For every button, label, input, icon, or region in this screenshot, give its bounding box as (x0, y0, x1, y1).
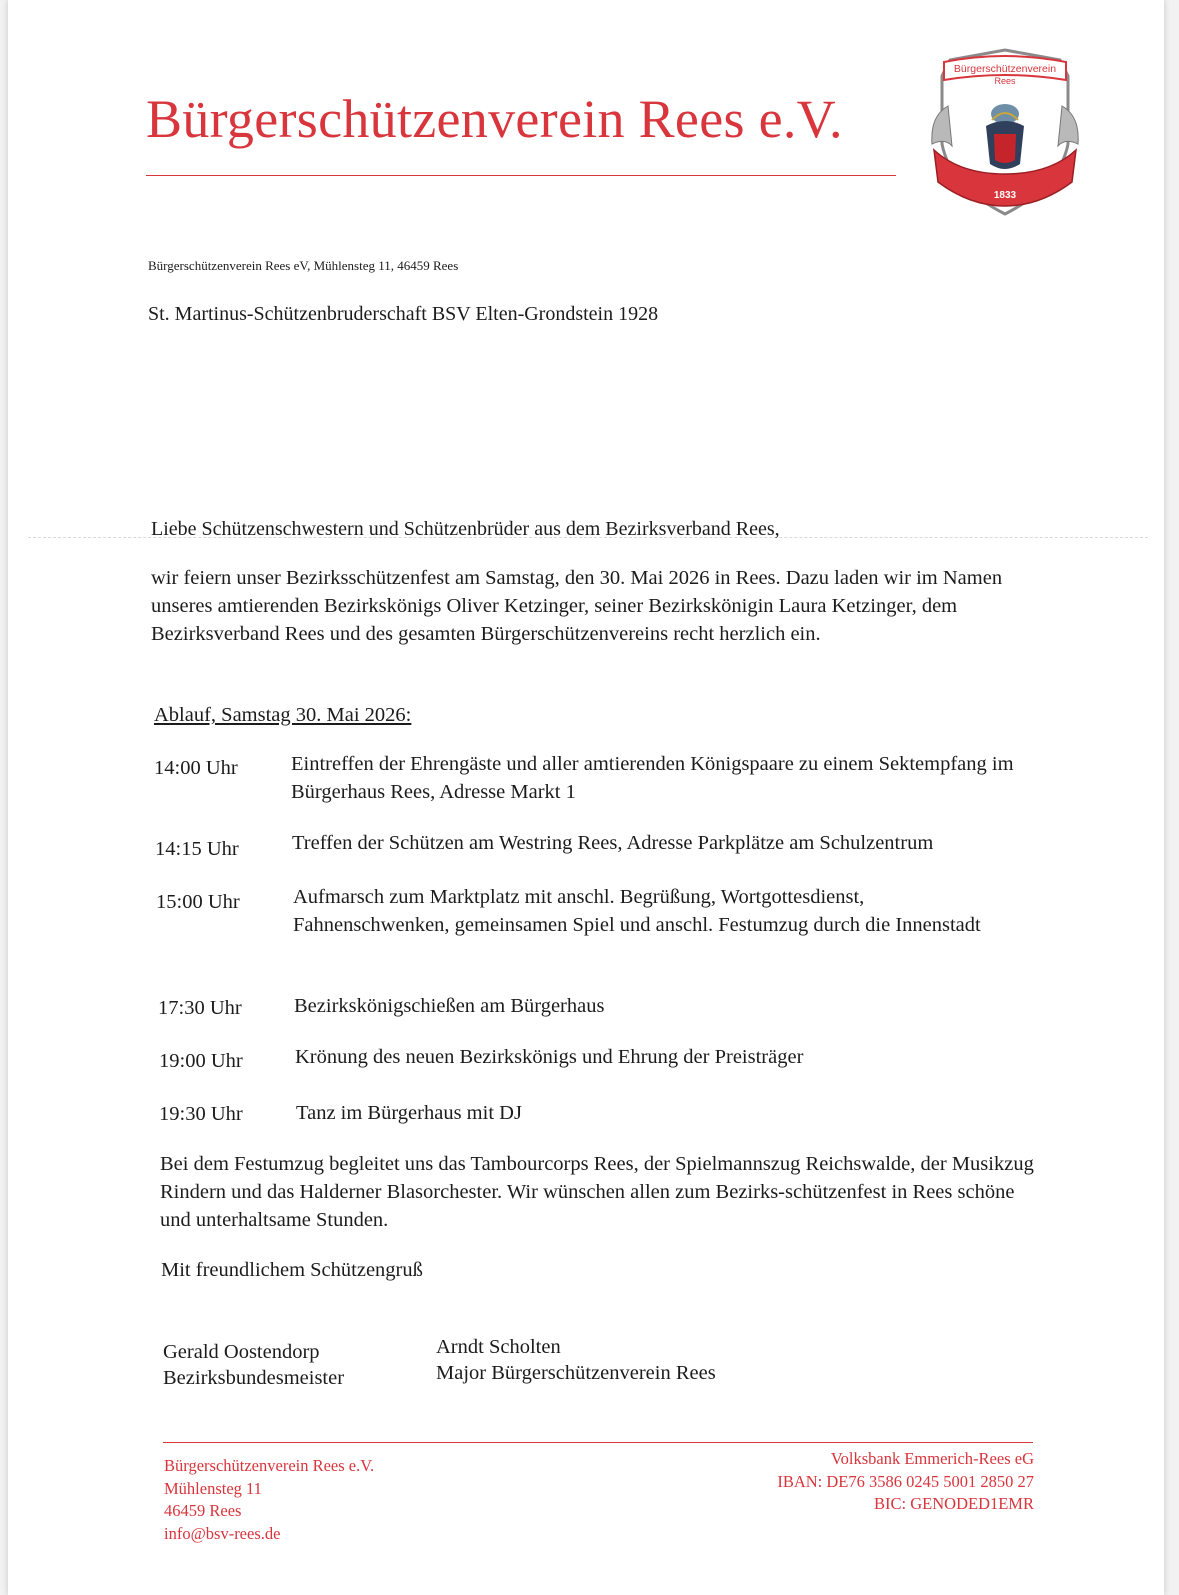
signatory-block (436, 1334, 716, 1386)
footer-city: 46459 Rees (164, 1501, 242, 1520)
footer-iban: IBAN: DE76 3586 0245 5001 2850 27 (777, 1471, 1034, 1491)
intro-paragraph: wir feiern unser Bezirksschützenfest am Samstag, den 30. Mai 2026 in Rees. Dazu laden wir im Namen unseres amtierenden Bezirkskönigs Oliver Ketzinger, seiner Bezirkskönigin Laura Ketzinger, dem Bezirksverband Rees und des gesamten Bürgerschützenvereins recht herzlich ein. (151, 567, 1003, 645)
closing-greeting: Mit freundlichem Schützengruß (161, 1259, 423, 1281)
recipient-name: St. Martinus-Schützenbruderschaft BSV Elten-Grondstein 1928 (148, 303, 659, 325)
footer-address (164, 1455, 374, 1545)
schedule-time: 14:00 Uhr (154, 757, 238, 779)
club-crest-logo (920, 46, 1090, 221)
schedule-time: 17:30 Uhr (158, 997, 242, 1019)
schedule-description: Aufmarsch zum Marktplatz mit anschl. Begrüßung, Wortgottesdienst, Fahnenschwenken, gemeinsamen Spiel und anschl. Festumzug durch die Innenstadt (293, 886, 981, 936)
schedule-description: Tanz im Bürgerhaus mit DJ (296, 1102, 522, 1124)
footer-bank-name: Volksbank Emmerich-Rees eG (830, 1449, 1034, 1468)
footer-bic: BIC: GENODED1EMR (874, 1494, 1034, 1513)
footer-bank-details (777, 1448, 1034, 1516)
schedule-heading: Ablauf, Samstag 30. Mai 2026: (154, 704, 412, 726)
signatory-role: Major Bürgerschützenverein Rees (436, 1362, 716, 1384)
schedule-description: Bezirkskönigschießen am Bürgerhaus (294, 995, 605, 1017)
letterhead-rule (146, 175, 896, 176)
sender-address-line: Bürgerschützenverein Rees eV, Mühlensteg 11, 46459 Rees (148, 258, 459, 273)
signatory-name: Arndt Scholten (436, 1336, 561, 1358)
schedule-description: Eintreffen der Ehrengäste und aller amtierenden Königspaare zu einem Sektempfang im Bürgerhaus Rees, Adresse Markt 1 (291, 753, 1014, 803)
salutation: Liebe Schützenschwestern und Schützenbrüder aus dem Bezirksverband Rees, (151, 518, 780, 540)
footer-street: Mühlensteg 11 (164, 1478, 262, 1498)
closing-paragraph: Bei dem Festumzug begleitet uns das Tambourcorps Rees, der Spielmannszug Reichswalde, der Musikzug Rindern und das Halderner Blasorchester. Wir wünschen allen zum Bezirks-schützenfest in Rees schöne und unterhaltsame Stunden. (160, 1153, 1034, 1231)
schedule-description: Treffen der Schützen am Westring Rees, Adresse Parkplätze am Schulzentrum (292, 832, 934, 854)
crest-coat-of-arms-icon (986, 104, 1024, 169)
signatory-block (163, 1339, 344, 1391)
letter-page (8, 0, 1164, 1595)
footer-org-name: Bürgerschützenverein Rees e.V. (164, 1456, 375, 1475)
letterhead-title: Bürgerschützenverein Rees e.V. (146, 89, 843, 149)
signatory-role: Bezirksbundesmeister (163, 1367, 345, 1389)
footer-rule (163, 1442, 1033, 1443)
schedule-time: 14:15 Uhr (155, 838, 239, 860)
crest-year: 1833 (993, 190, 1017, 201)
crest-top-text: Bürgerschützenverein (953, 63, 1057, 75)
signatory-name: Gerald Oostendorp (163, 1341, 320, 1363)
schedule-time: 19:30 Uhr (159, 1103, 243, 1125)
footer-email: info@bsv-rees.de (164, 1523, 281, 1543)
schedule-time: 19:00 Uhr (159, 1050, 243, 1072)
schedule-time: 15:00 Uhr (156, 891, 240, 913)
crest-town-text: Rees (994, 76, 1016, 86)
schedule-description: Krönung des neuen Bezirkskönigs und Ehrung der Preisträger (295, 1046, 804, 1068)
